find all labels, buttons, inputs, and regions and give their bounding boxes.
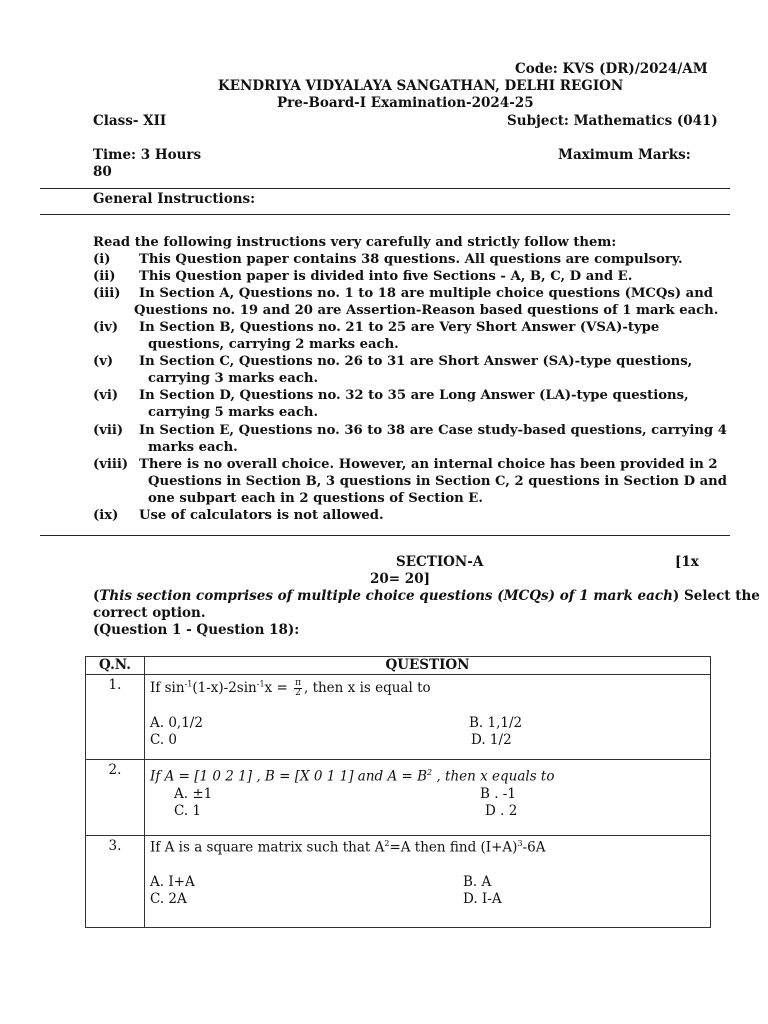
- column-header-question: QUESTION: [145, 657, 711, 675]
- instruction-text: This Question paper contains 38 questions. All questions are compulsory.: [139, 252, 683, 267]
- instruction-text: In Section A, Questions no. 1 to 18 are multiple choice questions (MCQs) and: [139, 286, 714, 301]
- option-d: D . 2: [485, 803, 518, 819]
- question-table: [85, 656, 711, 928]
- instruction-text: There is no overall choice. However, an internal choice has been provided in 2: [139, 457, 718, 472]
- table-row: [86, 675, 711, 760]
- question-number: 1.: [86, 675, 145, 760]
- option-a: A. 0,1/2: [150, 715, 203, 731]
- section-description-close: ) Select the: [672, 588, 760, 604]
- section-description-italic: This section comprises of multiple choice questions (MCQs) of 1 mark each: [99, 588, 673, 604]
- instructions-intro: Read the following instructions very carefully and strictly follow them:: [93, 235, 617, 250]
- table-header-row: [86, 657, 711, 675]
- option-c: C. 2A: [150, 891, 187, 907]
- section-marks: [1x: [675, 554, 699, 570]
- instruction-text: carrying 3 marks each.: [148, 371, 319, 386]
- divider: [40, 535, 730, 536]
- option-d: D. I-A: [463, 891, 502, 907]
- instruction-text: Questions in Section B, 3 questions in Section C, 2 questions in Section D and: [148, 474, 727, 489]
- instruction-text: carrying 5 marks each.: [148, 405, 319, 420]
- instruction-text: This Question paper is divided into five Sections - A, B, C, D and E.: [139, 269, 633, 284]
- divider: [40, 214, 730, 215]
- section-marks: 20= 20]: [370, 571, 430, 587]
- question-cell: [145, 836, 711, 928]
- instruction-text: questions, carrying 2 marks each.: [148, 337, 399, 352]
- instruction-text: Use of calculators is not allowed.: [139, 508, 384, 523]
- question-text: If A is a square matrix such that $A^2=A$ then find $(I+A)^3-6A$: [150, 839, 546, 856]
- instruction-num: (i): [93, 252, 111, 267]
- max-marks-value: 80: [93, 164, 112, 180]
- option-b: B . -1: [480, 786, 516, 802]
- class-label: Class- XII: [93, 113, 167, 129]
- max-marks-label: Maximum Marks:: [558, 147, 691, 163]
- instruction-text: In Section E, Questions no. 36 to 38 are Case study-based questions, carrying 4: [139, 423, 727, 438]
- question-text: If A = [1 0 2 1] , B = [X 0 1 1] and $A = B^2$ , then x equals to: [150, 768, 555, 785]
- section-description: correct option.: [93, 605, 206, 621]
- option-b: B. 1,1/2: [469, 715, 523, 731]
- option-a: A. I+A: [150, 874, 195, 890]
- option-b: B. A: [463, 874, 492, 890]
- section-description: [93, 588, 760, 604]
- question-number: 2.: [86, 760, 145, 836]
- instruction-num: (iv): [93, 320, 119, 335]
- question-text: If $\sin^{-1}(1-x)-2\sin^{-1}x$ = $\frac{\pi}{2}$ , then x is equal to: [150, 678, 431, 698]
- instruction-text: Questions no. 19 and 20 are Assertion-Reason based questions of 1 mark each.: [134, 303, 719, 318]
- instruction-num: (vi): [93, 388, 119, 403]
- question-number: 3.: [86, 836, 145, 928]
- instruction-text: one subpart each in 2 questions of Section E.: [148, 491, 483, 506]
- pi-over-two-fraction: $\frac{\pi}{2}$: [295, 678, 301, 698]
- instruction-num: (vii): [93, 423, 124, 438]
- option-c: C. 0: [150, 732, 178, 748]
- section-title: SECTION-A: [396, 554, 484, 570]
- instruction-text: marks each.: [148, 440, 238, 455]
- instruction-text: In Section C, Questions no. 26 to 31 are Short Answer (SA)-type questions,: [139, 354, 693, 369]
- option-d: D. 1/2: [471, 732, 512, 748]
- section-description-open: (: [93, 588, 100, 604]
- exam-title: Pre-Board-I Examination-2024-25: [277, 95, 534, 111]
- question-cell: [145, 675, 711, 760]
- general-instructions-heading: General Instructions:: [93, 191, 256, 207]
- question-range: (Question 1 - Question 18):: [93, 622, 300, 638]
- table-row: [86, 760, 711, 836]
- instruction-text: In Section D, Questions no. 32 to 35 are Long Answer (LA)-type questions,: [139, 388, 689, 403]
- divider: [40, 188, 730, 189]
- table-row: [86, 836, 711, 928]
- instruction-num: (v): [93, 354, 114, 369]
- column-header-qn: Q.N.: [86, 657, 145, 675]
- instruction-num: (ix): [93, 508, 119, 523]
- option-a: A. ±1: [174, 786, 213, 802]
- paper-code: Code: KVS (DR)/2024/AM: [515, 61, 708, 77]
- time-label: Time: 3 Hours: [93, 147, 202, 163]
- instruction-num: (iii): [93, 286, 121, 301]
- question-cell: [145, 760, 711, 836]
- instruction-num: (ii): [93, 269, 116, 284]
- organization-name: KENDRIYA VIDYALAYA SANGATHAN, DELHI REGION: [218, 78, 624, 94]
- instruction-num: (viii): [93, 457, 129, 472]
- option-c: C. 1: [174, 803, 202, 819]
- instruction-text: In Section B, Questions no. 21 to 25 are Very Short Answer (VSA)-type: [139, 320, 660, 335]
- subject-label: Subject: Mathematics (041): [507, 113, 718, 129]
